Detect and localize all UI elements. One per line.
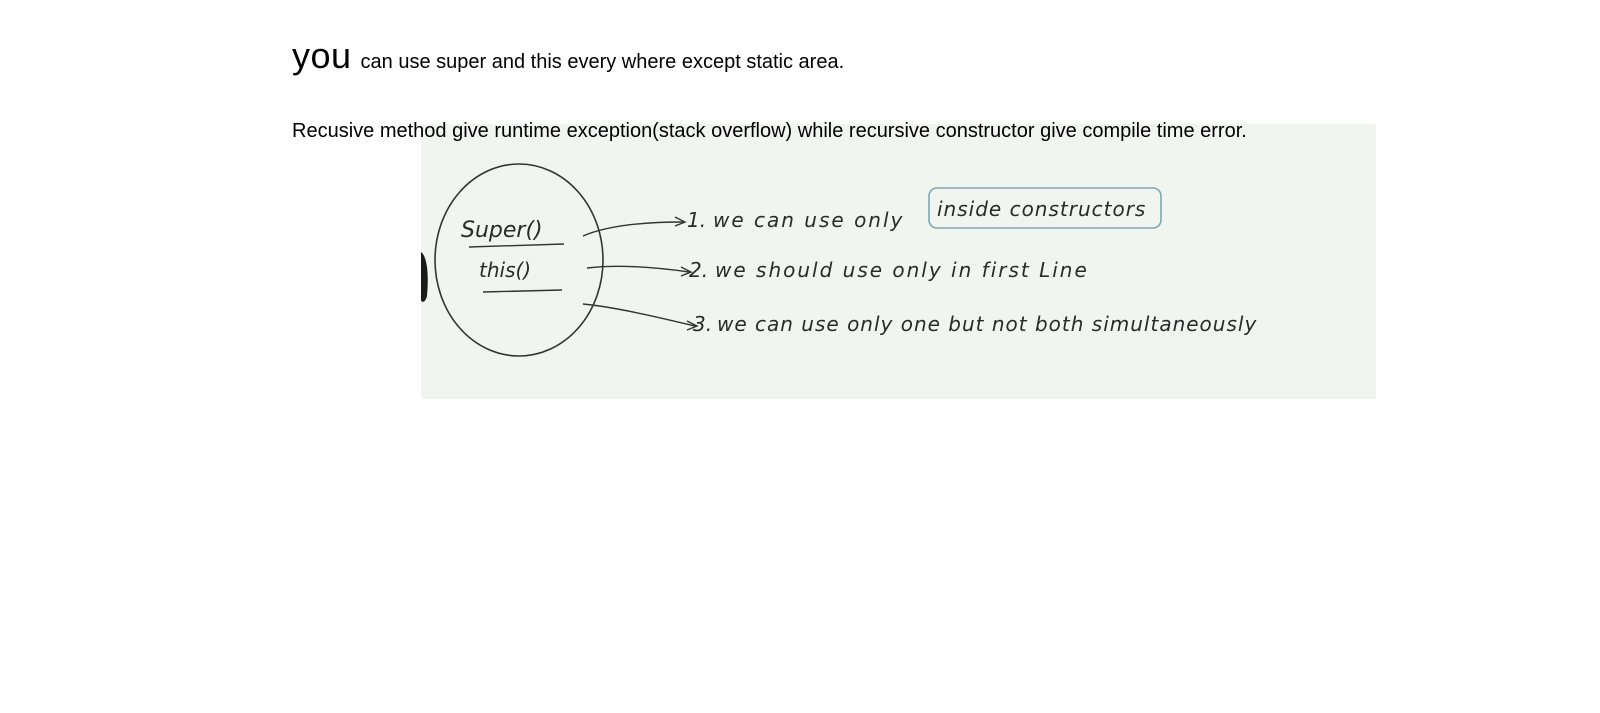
recursion-note: Recusive method give runtime exception(stack overflow) while recursive constructor give compile time error. bbox=[292, 120, 1247, 142]
note-2-number: 2. bbox=[689, 258, 709, 282]
arrow-3 bbox=[583, 304, 695, 326]
note-1-text: we can use only bbox=[713, 208, 905, 232]
circle-item-this: this() bbox=[479, 258, 532, 282]
note-2-text: we should use only in first Line bbox=[715, 258, 1089, 282]
underline-this bbox=[483, 290, 562, 292]
whiteboard-image bbox=[421, 124, 1376, 399]
note-3-number: 3. bbox=[693, 312, 713, 336]
whiteboard-drawing bbox=[421, 124, 1376, 399]
note-1-number: 1. bbox=[687, 208, 707, 232]
intro-sentence-text: can use super and this every where except static area. bbox=[360, 51, 845, 73]
note-3-text: we can use only one but not both simultaneously bbox=[717, 312, 1258, 336]
intro-sentence bbox=[292, 35, 845, 76]
underline-super bbox=[469, 244, 564, 247]
intro-big-word: you bbox=[292, 35, 352, 76]
note-1-boxed-text: inside constructors bbox=[937, 197, 1147, 221]
ink-blob bbox=[421, 252, 428, 302]
circle-item-super: Super() bbox=[461, 218, 543, 243]
